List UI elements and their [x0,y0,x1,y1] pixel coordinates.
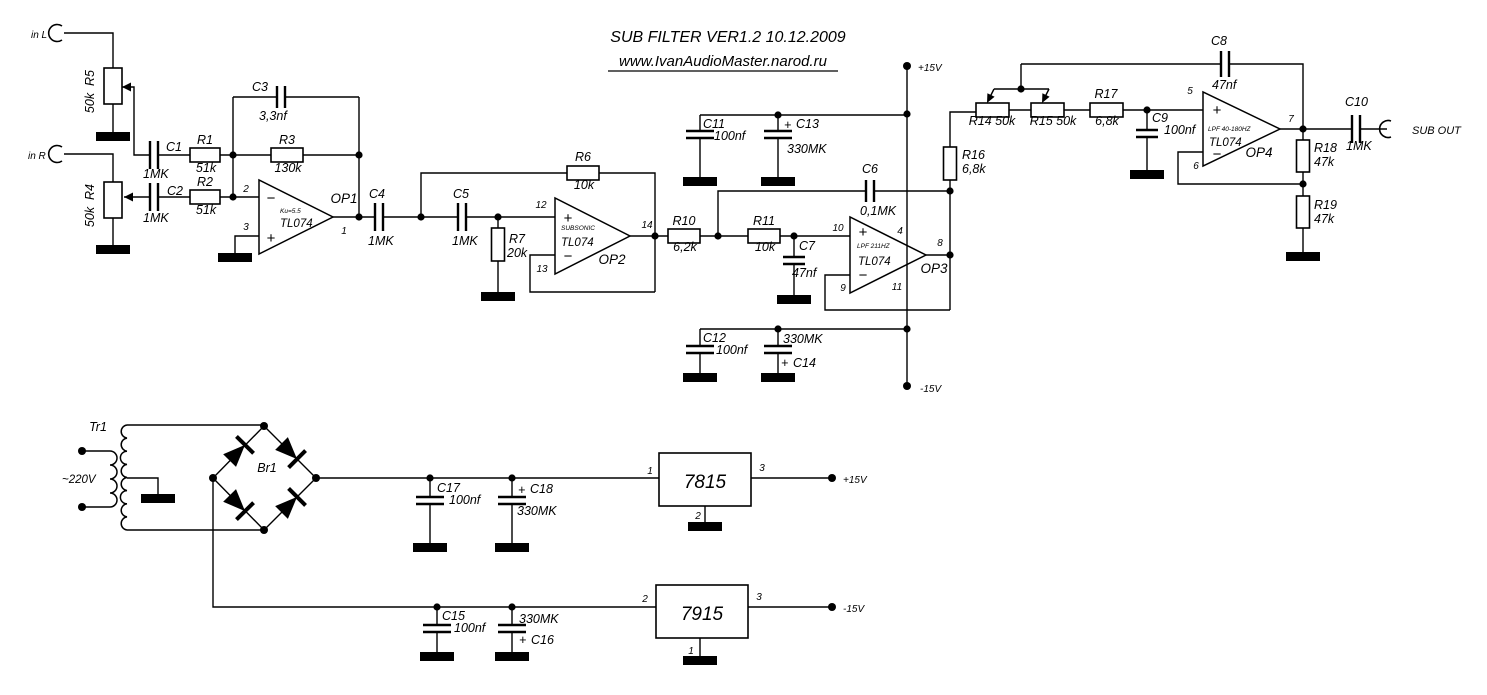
resistor-r2-box [190,190,220,204]
resistor-r3-box [271,148,303,162]
resistor-r11-label: R11 [752,214,776,228]
bridge-label: Br1 [257,461,277,475]
regulator-7915-label: 7915 [680,604,724,625]
resistor-r10-value: 6,2k [673,240,697,254]
resistor-r1-box [190,148,220,162]
capacitor-c14-plus: + [781,356,789,370]
opamp-op3-pin-nin: 10 [832,223,844,234]
opamp-op3-minus-sign: − [858,267,868,284]
capacitor-c5-label: C5 [453,187,469,201]
opamp-op2-plus-sign: + [563,210,573,227]
opamp-op2-chip: TL074 [561,237,594,249]
resistor-r19-box [1297,196,1310,228]
pot-r5-box [104,68,122,104]
terminal-in-l-label: in L [31,30,48,41]
opamp-op1-pin-out: 1 [341,226,347,237]
opamp-op4-chip: TL074 [1209,137,1242,149]
resistor-r7-box [492,228,505,261]
resistor-r17-label: R17 [1094,87,1118,101]
opamp-op4-minus-sign: − [1212,146,1222,163]
capacitor-c7-value: 47nf [792,266,817,280]
capacitor-c2-label: C2 [167,184,183,198]
capacitor-c11-label: C11 [703,117,726,131]
terminal-vminus-mid-label: -15V [920,384,942,395]
capacitor-c8-label: C8 [1211,34,1227,48]
opamp-op2-pin-nin: 12 [535,200,547,211]
resistor-r3-value: 130k [274,161,302,175]
capacitor-c13-plus: + [784,118,792,132]
capacitor-c12-value: 100nf [716,343,748,357]
resistor-r3-label: R3 [279,133,295,147]
capacitor-c11-value: 100nf [714,129,746,143]
pot-r5-label: R5 [83,70,97,86]
capacitor-c1-value: 1MK [143,167,169,181]
opamp-op3-chip: TL074 [858,256,891,268]
opamp-op4-plus-sign: + [1212,102,1222,119]
opamp-op1-note: Ku=5.5 [280,208,301,215]
opamp-op2-pin-inv: 13 [536,264,548,275]
resistor-r17-value: 6,8k [1095,114,1119,128]
opamp-op4-label: OP4 [1245,145,1273,160]
capacitor-c3-value: 3,3nf [259,109,287,123]
resistor-r19-value: 47k [1314,212,1335,226]
opamp-op4-pin-out: 7 [1288,114,1294,125]
terminal-vminus-psu-label: -15V [843,604,865,615]
regulator-7815-pin-in: 1 [647,466,653,477]
resistor-r19-label: R19 [1314,198,1337,212]
regulator-7815-pin-out: 3 [759,463,765,474]
regulator-7815-pin-gnd: 2 [695,511,701,522]
pot-r15-label: R15 50k [1029,114,1077,128]
resistor-r7-value: 20k [507,246,528,260]
resistor-r16-value: 6,8k [962,162,986,176]
capacitor-c4-value: 1MK [368,234,394,248]
pot-r4-value: 50k [83,206,97,228]
resistor-r18-label: R18 [1314,141,1337,155]
capacitor-c5-value: 1MK [452,234,478,248]
capacitor-c9-label: C9 [1152,111,1168,125]
opamp-op3-pin-vminus: 11 [891,282,903,293]
capacitor-c9-value: 100nf [1164,123,1196,137]
opamp-op1-chip: TL074 [280,218,313,230]
opamp-op3-pin-out: 8 [937,238,943,249]
resistor-r2-label: R2 [197,175,213,189]
capacitor-c15-label: C15 [442,609,465,623]
capacitor-c3-label: C3 [252,80,268,94]
capacitor-c12-label: C12 [703,331,726,345]
capacitor-c8-value: 47nf [1212,78,1237,92]
capacitor-c2-value: 1MK [143,211,169,225]
resistor-r18-value: 47k [1314,155,1335,169]
opamp-op3-pin-vplus: 4 [897,226,903,237]
capacitor-c16-label: C16 [531,633,554,647]
capacitor-c14-value: 330MK [783,332,823,346]
capacitor-c13-value: 330MK [787,142,827,156]
terminal-vplus-psu-label: +15V [843,475,867,486]
capacitor-c15-value: 100nf [454,621,486,635]
opamp-op3-note: LPF 211HZ [857,243,890,250]
regulator-7915-pin-in: 2 [642,594,648,605]
capacitor-c18-value: 330MK [517,504,557,518]
opamp-op1-pin-inv: 2 [243,184,249,195]
capacitor-c7-label: C7 [799,239,815,253]
opamp-op3-pin-inv: 9 [840,283,846,294]
page-title: SUB FILTER VER1.2 10.12.2009 [610,29,846,46]
regulator-7815-label: 7815 [683,472,727,493]
capacitor-c17-label: C17 [437,481,460,495]
pot-r14-label: R14 50k [968,114,1016,128]
resistor-r6-label: R6 [575,150,591,164]
resistor-r6-value: 10k [573,178,595,192]
capacitor-c6-label: C6 [862,162,878,176]
pot-r4-label: R4 [83,184,97,200]
regulator-7915-pin-gnd: 1 [688,646,694,657]
capacitor-c16-value: 330MK [519,612,559,626]
capacitor-c6-value: 0,1MK [860,204,897,218]
resistor-r18-box [1297,140,1310,172]
opamp-op3-label: OP3 [920,261,948,276]
capacitor-c10-value: 1MK [1346,139,1372,153]
opamp-op1-pin-nin: 3 [243,222,249,233]
transformer-label: Tr1 [89,420,107,434]
opamp-op2-note: SUBSONIC [561,225,595,232]
opamp-op1-plus-sign: + [266,230,276,247]
opamp-op3-plus-sign: + [858,224,868,241]
resistor-r11-value: 10k [754,240,776,254]
opamp-op2-pin-out: 14 [641,220,653,231]
opamp-op2-minus-sign: − [563,248,573,265]
opamp-op4-pin-inv: 6 [1193,161,1199,172]
page-url: www.IvanAudioMaster.narod.ru [619,53,827,70]
capacitor-c17-value: 100nf [449,493,481,507]
opamp-op2-label: OP2 [598,252,626,267]
opamp-op1-minus-sign: − [266,190,276,207]
pot-r4-box [104,182,122,218]
opamp-op1-label: OP1 [330,191,358,206]
terminal-in-r-label: in R [28,151,46,162]
opamp-op4-pin-nin: 5 [1187,86,1193,97]
capacitor-c4-label: C4 [369,187,385,201]
terminal-vplus-top-label: +15V [918,63,942,74]
resistor-r16-box [944,147,957,180]
capacitor-c10-label: C10 [1345,95,1368,109]
resistor-r10-label: R10 [672,214,696,228]
capacitor-c18-plus: + [518,483,526,497]
pot-r5-value: 50k [83,92,97,114]
regulator-7915-pin-out: 3 [756,592,762,603]
capacitor-c14-label: C14 [793,356,816,370]
capacitor-c1-label: C1 [166,140,182,154]
resistor-r2-value: 51k [195,203,217,217]
mains-voltage-label: ~220V [62,474,96,486]
resistor-r16-label: R16 [962,148,985,162]
capacitor-c16-plus: + [519,633,527,647]
resistor-r1-value: 51k [195,161,217,175]
opamp-op4-note: LPF 40-180HZ [1208,126,1251,133]
resistor-r7-label: R7 [509,232,525,246]
capacitor-c18-label: C18 [530,482,553,496]
terminal-sub-out-label: SUB OUT [1412,125,1461,137]
capacitor-c13-label: C13 [796,117,819,131]
resistor-r1-label: R1 [197,133,213,147]
